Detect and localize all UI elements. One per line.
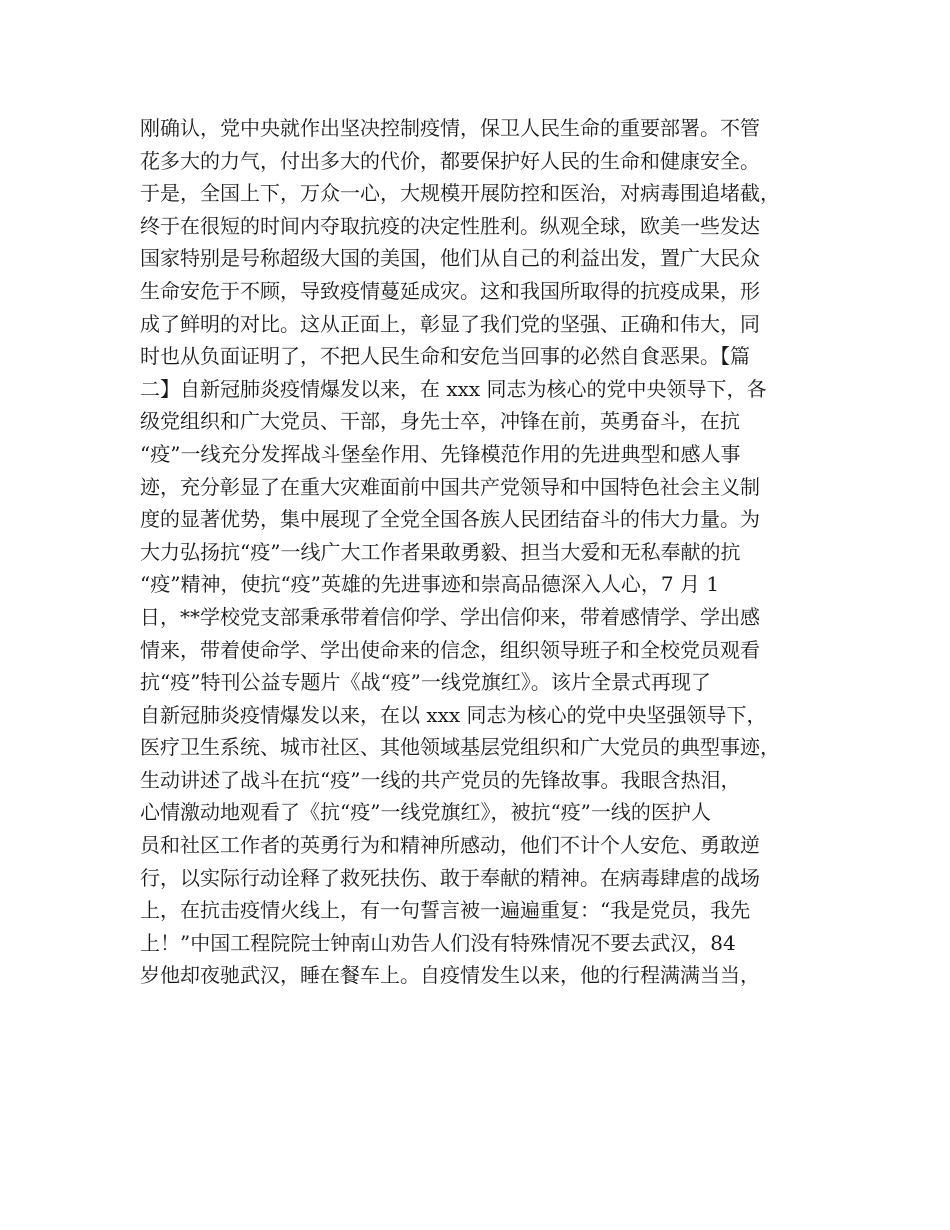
text-line: “疫”精神，使抗“疫”英雄的先进事迹和崇高品德深入人心，7 月 1: [140, 572, 720, 597]
body-text: [140, 112, 830, 992]
text-line: 大力弘扬抗“疫”一线广大工作者果敢勇毅、担当大爱和无私奉献的抗: [140, 539, 741, 564]
text-line: 迹，充分彰显了在重大灾难面前中国共产党领导和中国特色社会主义制: [140, 474, 760, 499]
text-line: 上，在抗击疫情火线上，有一句誓言被一遍遍重复：“我是党员，我先: [140, 898, 751, 923]
text-line: 二】自新冠肺炎疫情爆发以来，在 xxx 同志为核心的党中央领导下，各: [140, 376, 767, 401]
text-line: 上！”中国工程院院士钟南山劝告人们没有特殊情况不要去武汉，84: [140, 930, 736, 955]
text-line: 员和社区工作者的英勇行为和精神所感动，他们不计个人安危、勇敢逆: [140, 833, 760, 858]
text-line: 抗“疫”特刊公益专题片《战“疫”一线党旗红》。该片全景式再现了: [140, 670, 711, 695]
text-line: 医疗卫生系统、城市社区、其他领域基层党组织和广大党员的典型事迹，: [140, 735, 780, 760]
text-line: 度的显著优势，集中展现了全党全国各族人民团结奋斗的伟大力量。为: [140, 507, 760, 532]
text-line: 行，以实际行动诠释了救死扶伤、敢于奉献的精神。在病毒肆虐的战场: [140, 865, 760, 890]
text-line: 级党组织和广大党员、干部，身先士卒，冲锋在前，英勇奋斗，在抗: [140, 409, 740, 434]
text-line: 国家特别是号称超级大国的美国，他们从自己的利益出发，置广大民众: [140, 246, 760, 271]
text-line: 花多大的力气，付出多大的代价，都要保护好人民的生命和健康安全。: [140, 148, 760, 173]
text-line: 自新冠肺炎疫情爆发以来，在以 xxx 同志为核心的党中央坚强领导下，: [140, 702, 767, 727]
text-line: 生动讲述了战斗在抗“疫”一线的共产党员的先锋故事。我眼含热泪，: [140, 767, 741, 792]
text-line: 成了鲜明的对比。这从正面上，彰显了我们党的坚强、正确和伟大，同: [140, 311, 760, 336]
text-line: 情来，带着使命学、学出使命来的信念，组织领导班子和全校党员观看: [140, 637, 760, 662]
text-line: 于是，全国上下，万众一心，大规模开展防控和医治，对病毒围追堵截，: [140, 181, 780, 206]
text-line: 刚确认，党中央就作出坚决控制疫情，保卫人民生命的重要部署。不管: [140, 116, 760, 140]
text-line: “疫”一线充分发挥战斗堡垒作用、先锋模范作用的先进典型和感人事: [140, 441, 741, 466]
text-line: 岁他却夜驰武汉，睡在餐车上。自疫情发生以来，他的行程满满当当，: [140, 963, 760, 988]
text-line: 生命安危于不顾，导致疫情蔓延成灾。这和我国所取得的抗疫成果，形: [140, 278, 760, 303]
text-line: 心情激动地观看了《抗“疫”一线党旗红》，被抗“疫”一线的医护人: [140, 800, 711, 825]
text-line: 日，**学校党支部秉承带着信仰学、学出信仰来，带着感情学、学出感: [140, 604, 760, 629]
text-line: 时也从负面证明了，不把人民生命和安危当回事的必然自食恶果。【篇: [140, 344, 750, 369]
text-line: 终于在很短的时间内夺取抗疫的决定性胜利。纵观全球，欧美一些发达: [140, 213, 760, 238]
